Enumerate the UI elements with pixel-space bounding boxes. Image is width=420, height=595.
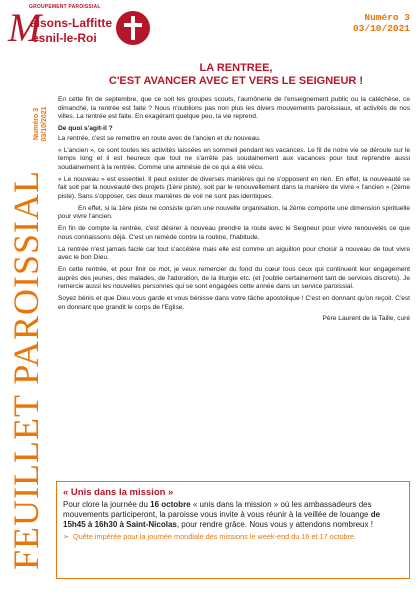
- logo-letter: M: [8, 5, 42, 50]
- signature: Père Laurent de la Taille, curé: [322, 315, 410, 323]
- logo-town-2: esnil-le-Roi: [32, 31, 97, 45]
- side-title: FEUILLET PAROISSIAL: [6, 169, 46, 571]
- article-title-line1: LA RENTREE,: [199, 62, 273, 74]
- mission-date: 16 octobre: [150, 500, 191, 509]
- paragraph: La rentrée n'est jamais facile car tout s'accélère mais elle est comme un aiguillon pour choisir à nouveau de tout vivre avec le bon Dieu.: [58, 245, 410, 262]
- paragraph: En effet, si la 1ère piste ne consiste qu'en une nouvelle organisation, la 2ème comporte une dimension spirituelle pour vivre l'ancien.: [58, 204, 410, 221]
- mission-text-3: , pour rendre grâce. Nous vous y attendons nombreux !: [176, 520, 373, 529]
- logo-subtitle: GROUPEMENT PAROISSIAL: [29, 4, 101, 10]
- article-title-line2: C'EST AVANCER AVEC ET VERS LE SEIGNEUR !: [108, 75, 364, 87]
- issue-number: Numéro 3: [364, 12, 410, 23]
- issue-date: 03/10/2021: [352, 23, 410, 34]
- mission-box-text: [63, 500, 403, 530]
- section-heading: De quoi s'agit-il ?: [58, 125, 113, 133]
- paragraph: « L'ancien », ce sont toutes les activités laissées en sommeil pendant les vacances. Le fil de notre vie se déroule sur le temps long et il est heureux que tout ne s'arrête pas soudainement aux vacances pour tout reprendre aussi soudainement à la rentrée. Comme une amnésie de ce qui a été vécu.: [58, 146, 410, 171]
- paragraph: En fin de compte la rentrée, c'est désirer à nouveau prendre la route avec le Seigneur pour vivre renouvelés ce que nous connaissons déjà. C'est un remède contre la routine, l'habitude.: [58, 225, 410, 241]
- collection-note-text: Quête impérée pour la journée mondiale des missions le week-end du 16 et 17 octobre.: [73, 532, 357, 541]
- paragraph: Soyez bénis et que Dieu vous garde et vous bénisse dans votre tâche apostolique ! C'est en donnant qu'on reçoit. C'est en donnant que grandit le corps de l'Eglise.: [58, 295, 410, 311]
- mission-box: [56, 481, 410, 579]
- paragraph: La rentrée, c'est se remettre en route avec de l'ancien et du nouveau.: [58, 134, 261, 142]
- article-body: [58, 96, 410, 327]
- side-title-container: [0, 150, 52, 590]
- paragraph: « Le nouveau » est essentiel. Il peut exister de diverses manières qui ne s'opposent en rien. En effet, la nouveauté se fait soit par la nouveauté des projets (1ère piste), soit par le renouvellement dans la manière de vivre « l'ancien » (2ème piste). Sans s'opposer, ces deux manières de voir ne sont pas identiques.: [58, 175, 410, 201]
- side-issue: [35, 89, 47, 159]
- mission-text-1: Pour clore la journée du: [63, 500, 151, 509]
- article-title: [58, 62, 414, 88]
- cross-icon: [116, 11, 150, 45]
- mission-time-place: de 15h45 à 16h30 à Saint-Nicolas: [63, 510, 381, 529]
- paragraph: En cette fin de septembre, que ce soit les groupes scouts, l'aumônerie de l'enseignement public ou la catéchèse, ce dimanche, la rentrée est faite ? Nous n'oublions pas non plus les divers mouvements paroissiaux, et activités de nos villes. La rentrée est faite. En exagérant quelque peu, la vie reprend.: [58, 96, 410, 121]
- parish-logo: [8, 4, 148, 62]
- collection-note: [63, 532, 403, 541]
- side-issue-number: Numéro 3: [33, 107, 40, 141]
- issue-info: [353, 12, 410, 34]
- paragraph: En cette rentrée, et pour finir ce mot, je veux remercier du fond du cœur tous ceux qui continuent leur engagement auprès des jeunes, des malades, de l'adoration, de la liturgie etc. (et j'oublie certainement tant de services discrets). Je remercie aussi les nouvelles personnes qui se sont engagées cette année dans un service paroissial.: [58, 265, 410, 291]
- logo-town-1: aisons-Laffitte: [30, 16, 113, 30]
- side-issue-date: 03/10/2021: [41, 106, 48, 142]
- arrow-icon: ➢: [63, 532, 70, 541]
- mission-text-2: « unis dans la mission » où les ambassadeurs des mouvements participeront, la paroisse vous invite à vous réunir à la veillée de louange: [63, 500, 372, 519]
- mission-box-title: « Unis dans la mission »: [63, 487, 174, 498]
